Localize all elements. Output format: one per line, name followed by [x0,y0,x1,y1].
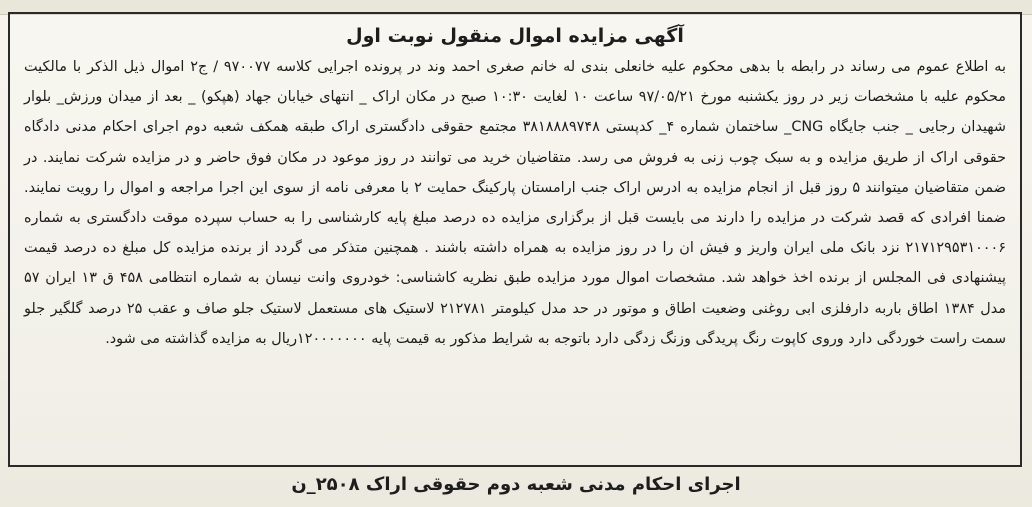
notice-body: به اطلاع عموم می رساند در رابطه با بدهی محکوم علیه خانعلی بندی له خانم صغری احمد وند در پرونده اجرایی کلاسه ۹۷۰۰۷۷ / ج۲ اموال ذیل الذکر با مالکیت محکوم علیه با مشخصات زیر در روز یکشنبه مورخ ۹۷/۰۵/۲۱ ساعت ۱۰ لغایت ۱۰:۳۰ صبح در مکان اراک _ انتهای خیابان جهاد (هپکو) _ بعد از میدان ورزش_ بلوار شهیدان رجایی _ جنب جایگاه CNG_ ساختمان شماره ۴_ کدپستی ۳۸۱۸۸۸۹۷۴۸ مجتمع حقوقی دادگستری اراک طبقه همکف شعبه دوم اجرای احکام مدنی دادگاه حقوقی اراک از طریق مزایده و به سبک چوب زنی به فروش می رسد. متقاضیان خرید می توانند در روز موعود در مکان فوق حاضر و در مزایده شرکت نمایند. در ضمن متقاضیان میتوانند ۵ روز قبل از انجام مزایده به ادرس اراک جنب ارامستان پارکینگ حمایت ۲ با معرفی نامه از سوی این اجرا مراجعه و اموال را رویت نمایند. ضمنا افرادی که قصد شرکت در مزایده را دارند می بایست قبل از برگزاری مزایده ده درصد مبلغ پایه کارشناسی را به حساب سپرده موقت دادگستری به شماره ۲۱۷۱۲۹۵۳۱۰۰۰۶ نزد بانک ملی ایران واریز و فیش ان را در روز مزایده به همراه داشته باشند . همچنین متذکر می گردد از برنده مزایده کل مبلغ ده درصد قیمت پیشنهادی فی المجلس از برنده اخذ خواهد شد. مشخصات اموال مورد مزایده طبق نظریه کاشناسی: خودروی وانت نیسان به شماره انتظامی ۴۵۸ ق ۱۳ ایران ۵۷ مدل ۱۳۸۴ اطاق باربه دارفلزی ابی روغنی وضعیت اطاق و موتور در حد مدل کیلومتر ۲۱۲۷۸۱ لاستیک های مستعمل لاستیک جلو صاف و عقب ۲۵ درصد گلگیر جلو سمت راست خوردگی دارد وروی کاپوت رنگ پریدگی وزنگ زدگی دارد باتوجه به شرایط مذکور به قیمت پایه ۱۲۰۰۰۰۰۰۰ریال به مزایده گذاشته می شود. [24,59,1007,347]
notice-signature: اجرای احکام مدنی شعبه دوم حقوقی اراک ۲۵۰۸_ن [291,474,741,495]
notice-title: آگهی مزایده اموال منقول نوبت اول [346,25,684,47]
auction-notice-box [8,12,1022,467]
